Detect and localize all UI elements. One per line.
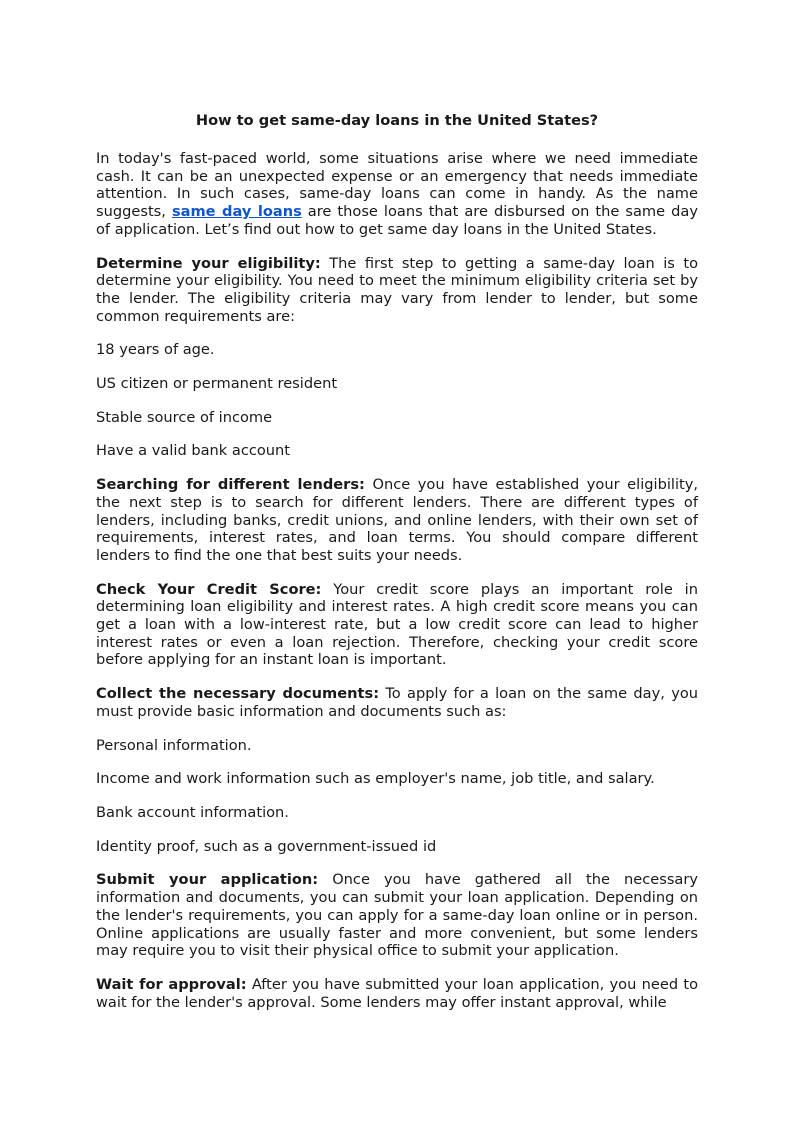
documents-paragraph [96,685,698,720]
approval-paragraph [96,976,698,1011]
documents-item: Personal information. [96,736,252,754]
intro-text-before: In today's fast-paced world, some situations arise where we need immediate cash. It can be an unexpected expense or an emergency that needs immediate attention. In such cases, same-day loans can come in handy. As the name suggests, [96,150,698,221]
intro-paragraph [96,150,698,239]
credit-heading: Check Your Credit Score: [96,580,322,598]
approval-body: After you have submitted your loan application, you need to wait for the lender's approval. Some lenders may offer instant approval, while [96,975,698,1011]
eligibility-item: Have a valid bank account [96,442,291,460]
lenders-paragraph [96,476,698,565]
same-day-loans-link[interactable]: same day loans [171,203,302,221]
credit-body: Your credit score plays an important role in determining loan eligibility and interest rates. A high credit score means you can get a loan with a low-interest rate, but a low credit score can lead to higher interest rates or even a loan rejection. Therefore, checking your credit score before applying for an instant loan is important. [96,580,698,669]
eligibility-item: 18 years of age. [96,341,215,359]
documents-item: Income and work information such as employer's name, job title, and salary. [96,770,655,788]
eligibility-body: The first step to getting a same-day loan is to determine your eligibility. You need to meet the minimum eligibility criteria set by the lender. The eligibility criteria may vary from lender to lender, but some common requirements are: [96,254,698,325]
eligibility-paragraph [96,255,698,326]
submit-heading: Submit your application: [96,871,319,889]
intro-text-after: are those loans that are disbursed on the same day of application. Let’s find out how to get same day loans in the United States. [96,203,698,238]
eligibility-heading: Determine your eligibility: [96,254,321,272]
documents-heading: Collect the necessary documents: [96,685,380,703]
page-title: How to get same-day loans in the United States? [195,112,599,129]
submit-body: Once you have gathered all the necessary information and documents, you can submit your loan application. Depending on the lender's requirements, you can apply for a same-day loan online or in person. Online applications are usually faster and more convenient, but some lenders may require you to visit their physical office to submit your application. [96,871,698,960]
documents-item: Identity proof, such as a government-issued id [96,837,437,855]
eligibility-item: US citizen or permanent resident [96,375,338,393]
credit-paragraph [96,581,698,670]
submit-paragraph [96,871,698,960]
lenders-heading: Searching for different lenders: [96,476,365,494]
documents-item: Bank account information. [96,803,289,821]
documents-body: To apply for a loan on the same day, you must provide basic information and documents such as: [96,685,699,720]
approval-heading: Wait for approval: [96,975,247,993]
eligibility-item: Stable source of income [96,408,273,426]
lenders-body: Once you have established your eligibility, the next step is to search for different lenders. There are different types of lenders, including banks, credit unions, and online lenders, with their own set of requirements, interest rates, and loan terms. You should compare different lenders to find the one that best suits your needs. [96,476,698,564]
